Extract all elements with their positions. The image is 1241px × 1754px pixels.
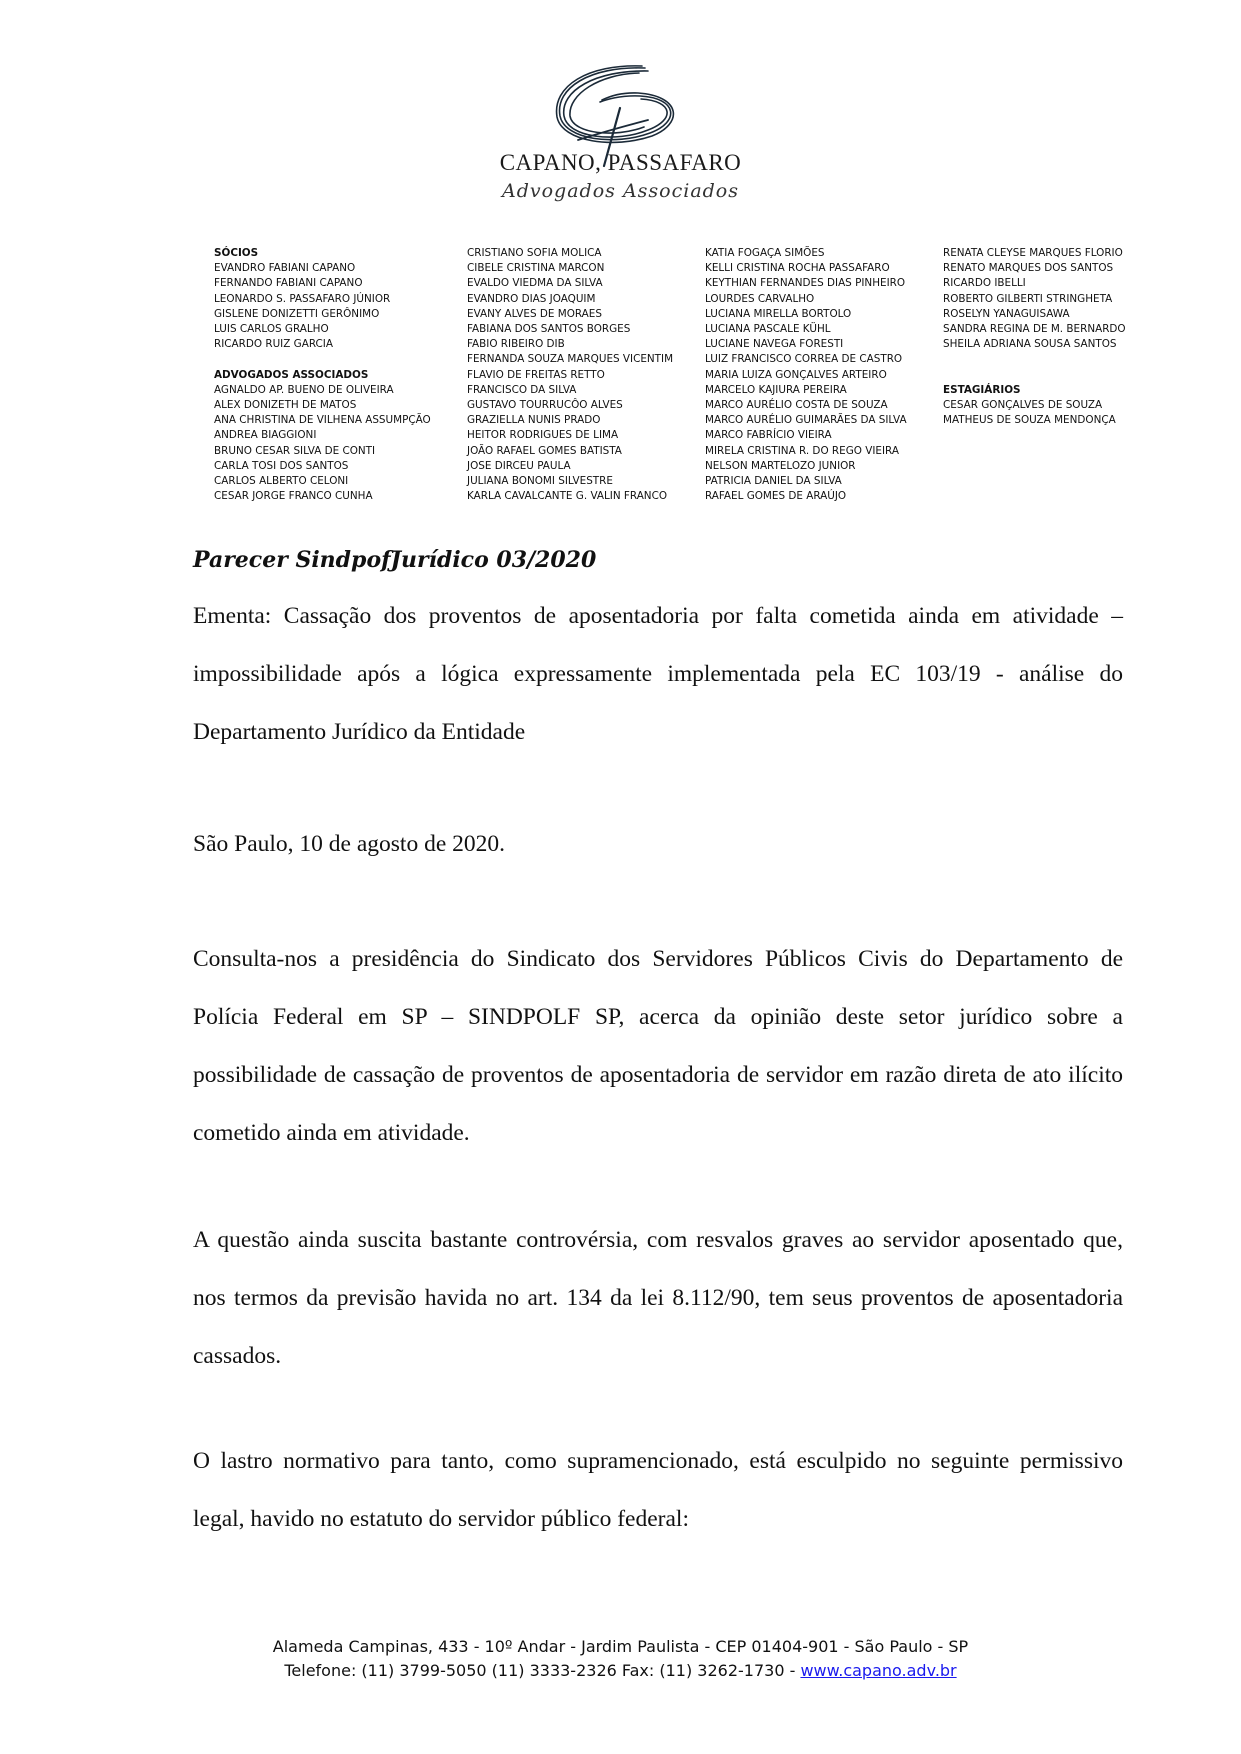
staff-name: CESAR GONÇALVES DE SOUZA xyxy=(943,399,1103,411)
staff-name: GRAZIELLA NUNIS PRADO xyxy=(467,414,601,427)
footer-address: Alameda Campinas, 433 - 10º Andar - Jardim Paulista - CEP 01404-901 - São Paulo - SP xyxy=(272,1637,969,1656)
staff-name: MATHEUS DE SOUZA MENDONÇA xyxy=(943,414,1116,427)
staff-name: BRUNO CESAR SILVA DE CONTI xyxy=(214,444,376,457)
staff-name: JULIANA BONOMI SILVESTRE xyxy=(467,475,613,488)
body-paragraph: O lastro normativo para tanto, como supramencionado, está esculpido no seguinte permissivo legal, havido no estatuto do servidor público federal: xyxy=(193,1448,1123,1532)
staff-name: MARCELO KAJIURA PEREIRA xyxy=(705,383,847,396)
staff-name: MARIA LUIZA GONÇALVES ARTEIRO xyxy=(705,368,887,381)
staff-name: RENATO MARQUES DOS SANTOS xyxy=(943,262,1114,275)
staff-name: KATIA FOGAÇA SIMÕES xyxy=(705,247,825,259)
staff-name: ANA CHRISTINA DE VILHENA ASSUMPÇÃO xyxy=(214,414,431,427)
staff-column-2 xyxy=(467,246,673,504)
staff-name: LUIZ FRANCISCO CORREA DE CASTRO xyxy=(705,353,903,366)
staff-column-3 xyxy=(705,246,907,504)
footer-phones: Telefone: (11) 3799-5050 (11) 3333-2326 Fax: (11) 3262-1730 - xyxy=(284,1661,801,1680)
staff-name: LUCIANA PASCALE KÜHL xyxy=(705,323,831,336)
staff-name: EVANY ALVES DE MORAES xyxy=(467,307,602,320)
staff-name: LUIS CARLOS GRALHO xyxy=(214,323,329,336)
staff-name: EVANDRO DIAS JOAQUIM xyxy=(467,292,596,305)
staff-name: JOÃO RAFAEL GOMES BATISTA xyxy=(467,444,622,457)
firm-name: CAPANO, PASSAFARO xyxy=(499,150,742,175)
document-title: Parecer SindpofJurídico 03/2020 xyxy=(193,547,597,573)
staff-name: ANDREA BIAGGIONI xyxy=(214,429,317,442)
firm-tagline: Advogados Associados xyxy=(502,180,739,202)
staff-name: AGNALDO AP. BUENO DE OLIVEIRA xyxy=(214,383,394,396)
staff-name: NELSON MARTELOZO JUNIOR xyxy=(705,459,856,472)
staff-name: MIRELA CRISTINA R. DO REGO VIEIRA xyxy=(705,444,899,457)
staff-name: ROSELYN YANAGUISAWA xyxy=(943,307,1070,320)
footer-contact xyxy=(0,1661,1241,1680)
staff-name: EVALDO VIEDMA DA SILVA xyxy=(467,277,603,290)
staff-name: EVANDRO FABIANI CAPANO xyxy=(214,262,356,275)
staff-name: GUSTAVO TOURRUCÔO ALVES xyxy=(467,399,623,412)
staff-name: RENATA CLEYSE MARQUES FLORIO xyxy=(943,247,1123,259)
staff-name: CRISTIANO SOFIA MOLICA xyxy=(467,247,602,259)
associados-heading: ADVOGADOS ASSOCIADOS xyxy=(214,368,369,381)
estagiarios-heading: ESTAGIÁRIOS xyxy=(943,383,1021,396)
staff-name: GISLENE DONIZETTI GERÔNIMO xyxy=(214,307,380,320)
staff-name: FLAVIO DE FREITAS RETTO xyxy=(467,368,605,381)
staff-name: RICARDO IBELLI xyxy=(943,277,1026,290)
staff-column-4 xyxy=(943,246,1126,428)
date-line: São Paulo, 10 de agosto de 2020. xyxy=(193,831,505,857)
staff-name: SANDRA REGINA DE M. BERNARDO xyxy=(943,323,1126,336)
staff-name: KEYTHIAN FERNANDES DIAS PINHEIRO xyxy=(705,277,906,290)
staff-name: FABIO RIBEIRO DIB xyxy=(467,338,565,351)
staff-name: FERNANDA SOUZA MARQUES VICENTIM xyxy=(467,353,674,366)
staff-name: MARCO FABRÍCIO VIEIRA xyxy=(705,429,832,442)
staff-name: LOURDES CARVALHO xyxy=(705,292,815,305)
staff-name: LEONARDO S. PASSAFARO JÚNIOR xyxy=(214,292,391,305)
socios-heading: SÓCIOS xyxy=(214,247,259,259)
staff-name: HEITOR RODRIGUES DE LIMA xyxy=(467,429,619,442)
staff-name: FERNANDO FABIANI CAPANO xyxy=(214,277,363,290)
staff-name: JOSE DIRCEU PAULA xyxy=(467,459,571,472)
staff-name: CARLA TOSI DOS SANTOS xyxy=(214,459,349,472)
staff-name: FRANCISCO DA SILVA xyxy=(467,383,577,396)
staff-name: RICARDO RUIZ GARCIA xyxy=(214,338,333,351)
staff-name: KARLA CAVALCANTE G. VALIN FRANCO xyxy=(467,490,668,503)
staff-name: MARCO AURÉLIO GUIMARÃES DA SILVA xyxy=(705,414,907,427)
staff-name: CIBELE CRISTINA MARCON xyxy=(467,262,605,275)
staff-name: RAFAEL GOMES DE ARAÚJO xyxy=(705,490,847,503)
staff-name: CESAR JORGE FRANCO CUNHA xyxy=(214,490,373,503)
website-link[interactable]: www.capano.adv.br xyxy=(800,1661,957,1680)
staff-name: FABIANA DOS SANTOS BORGES xyxy=(467,323,631,336)
body-paragraph: A questão ainda suscita bastante controvérsia, com resvalos graves ao servidor aposentado que, nos termos da previsão havida no art. 134 da lei 8.112/90, tem seus proventos de aposentadoria cassados. xyxy=(193,1227,1123,1369)
body-paragraph: Consulta-nos a presidência do Sindicato dos Servidores Públicos Civis do Departamento de Polícia Federal em SP – SINDPOLF SP, acerca da opinião deste setor jurídico sobre a possibilidade de cassação de proventos de aposentadoria de servidor em razão direta de ato ilícito cometido ainda em atividade. xyxy=(193,946,1123,1146)
staff-name: ALEX DONIZETH DE MATOS xyxy=(214,399,357,412)
staff-name: MARCO AURÉLIO COSTA DE SOUZA xyxy=(705,399,888,412)
staff-name: SHEILA ADRIANA SOUSA SANTOS xyxy=(943,338,1117,351)
staff-name: KELLI CRISTINA ROCHA PASSAFARO xyxy=(705,262,890,275)
staff-name: LUCIANA MIRELLA BORTOLO xyxy=(705,307,852,320)
staff-name: LUCIANE NAVEGA FORESTI xyxy=(705,338,844,351)
staff-column-1 xyxy=(214,246,431,504)
staff-name: CARLOS ALBERTO CELONI xyxy=(214,475,349,488)
staff-name: ROBERTO GILBERTI STRINGHETA xyxy=(943,292,1113,305)
staff-name: PATRICIA DANIEL DA SILVA xyxy=(705,475,842,488)
ementa-paragraph: Ementa: Cassação dos proventos de aposentadoria por falta cometida ainda em atividade – impossibilidade após a lógica expressamente implementada pela EC 103/19 - análise do Departamento Jurídico da Entidade xyxy=(193,603,1123,745)
